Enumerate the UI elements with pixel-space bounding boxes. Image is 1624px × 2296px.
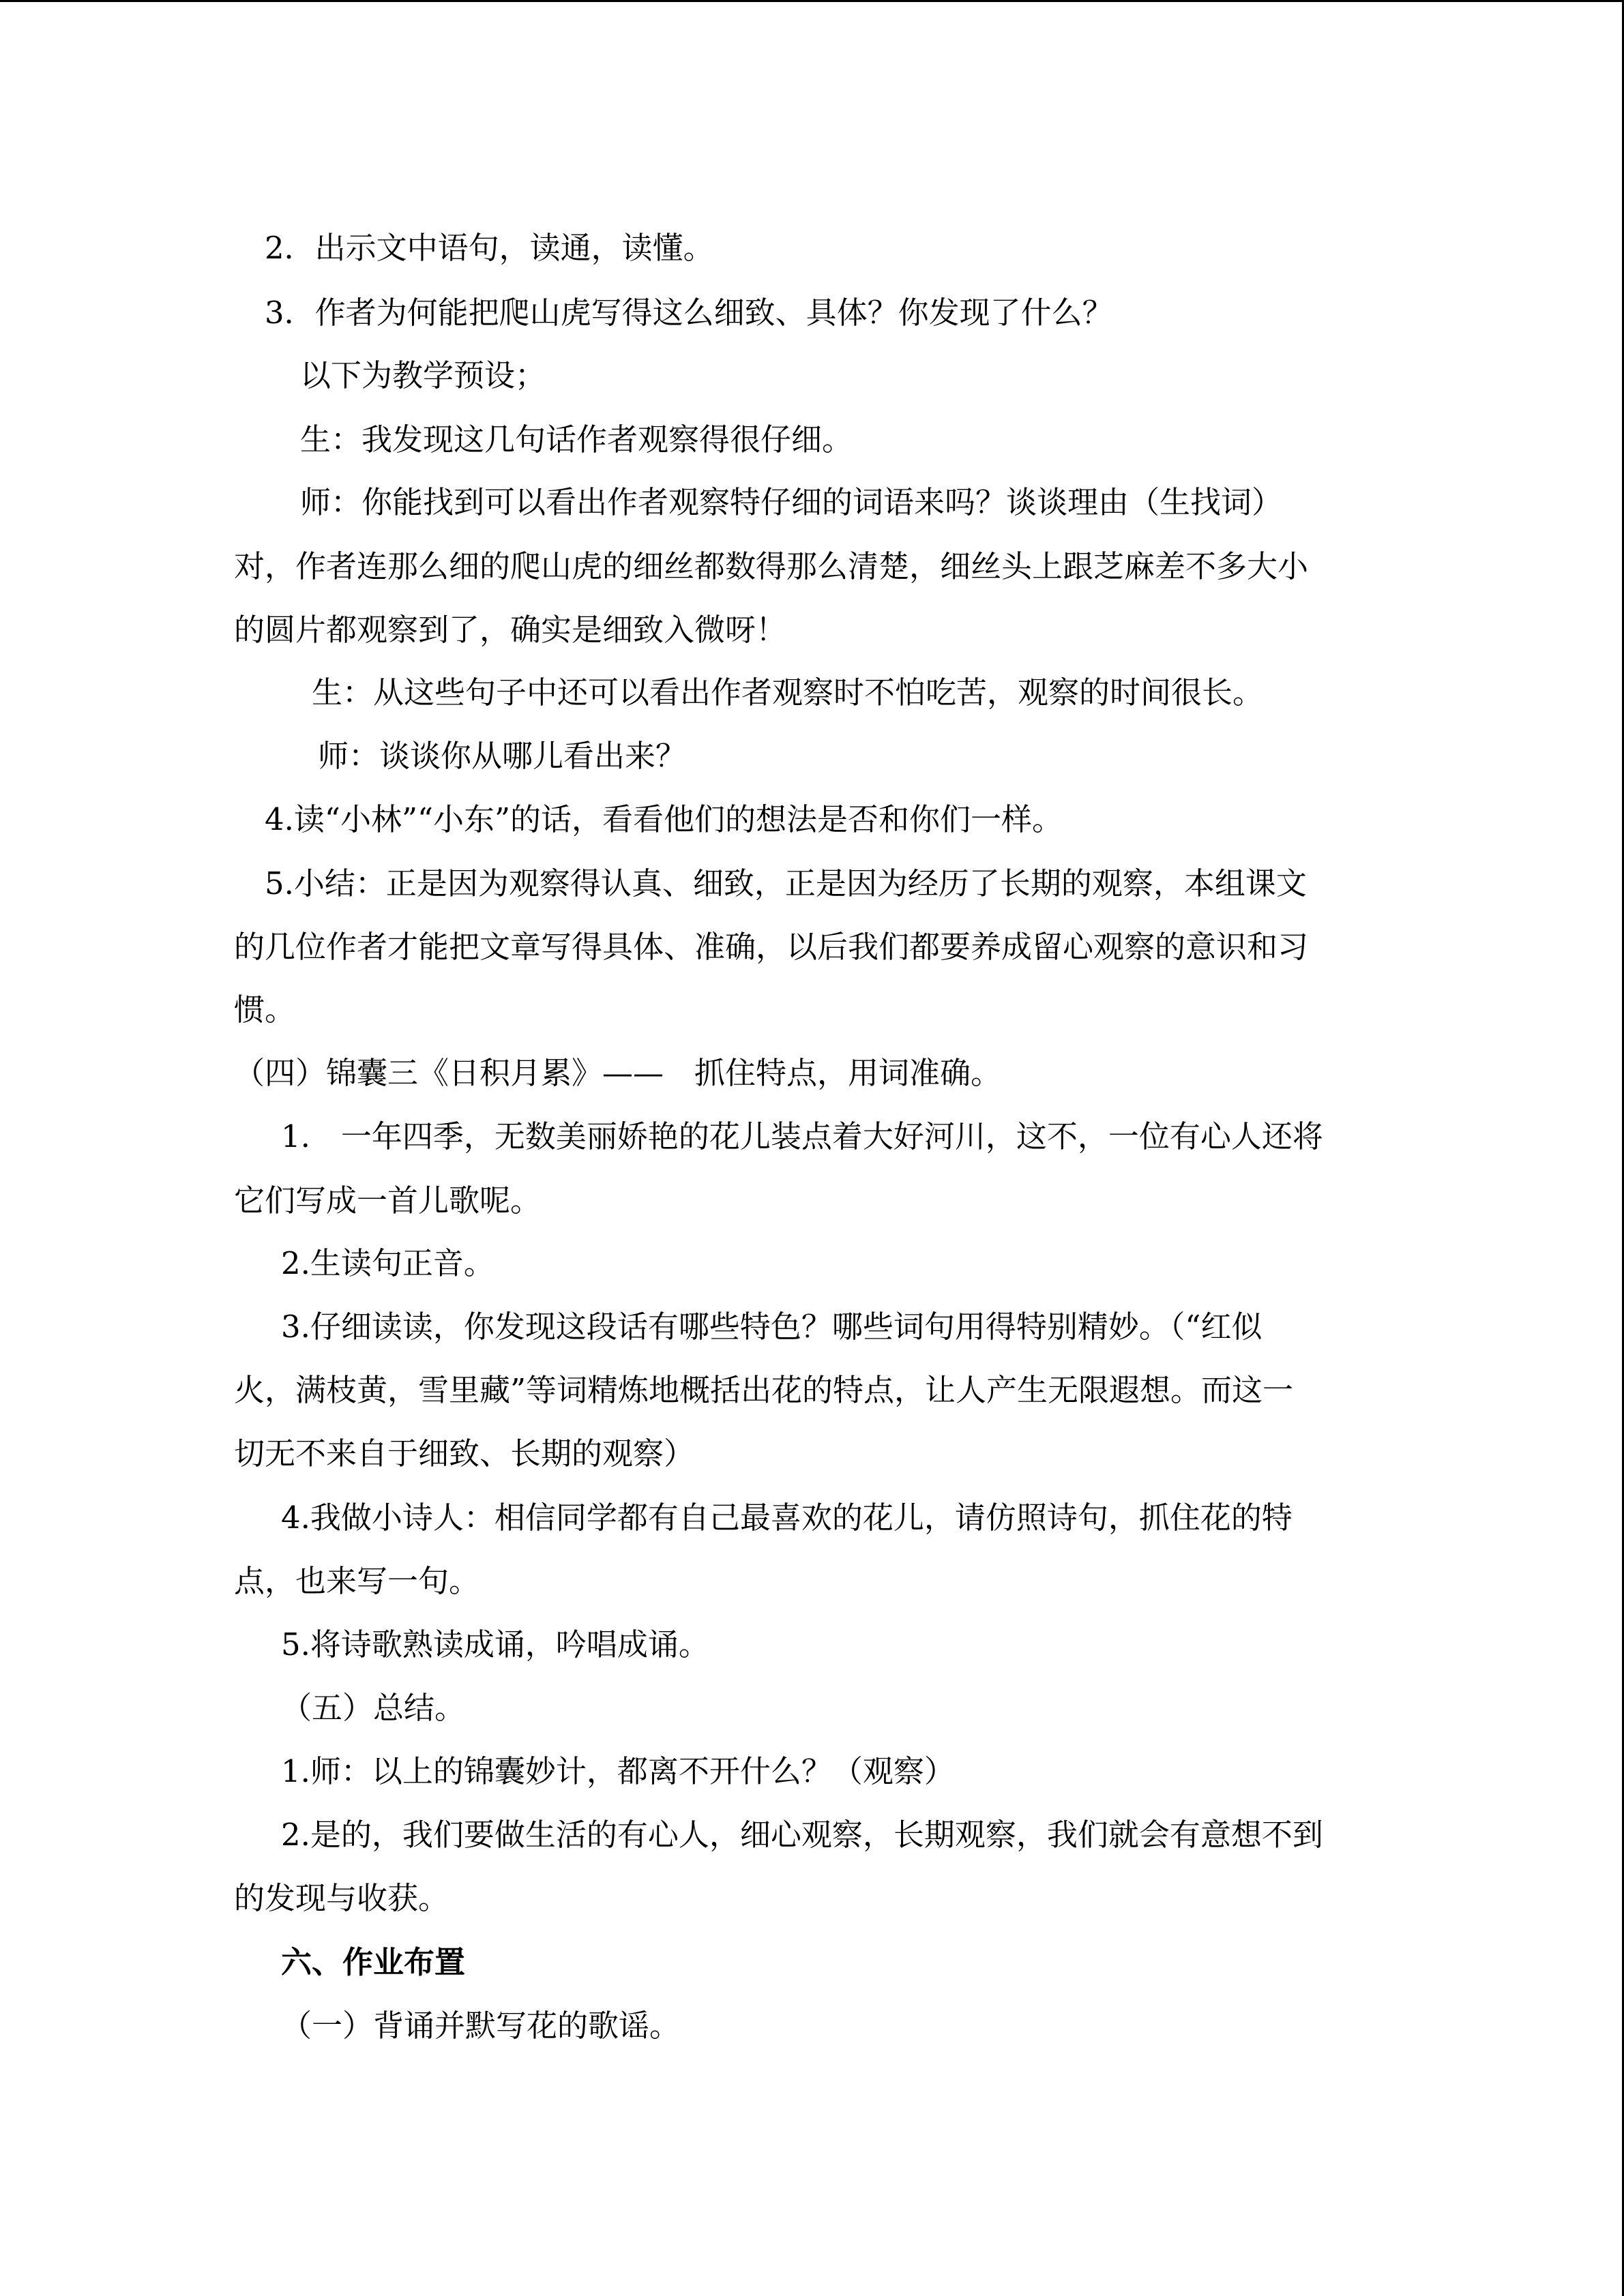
section-5-item-2-a: 2.是的，我们要做生活的有心人，细心观察，长期观察，我们就会有意想不到 — [281, 1817, 1323, 1853]
step-3-question-line: 3．作者为何能把爬山虎写得这么细致、具体？你发现了什么？ — [265, 295, 1113, 331]
section-4-item-3-c: 切无不来自于细致、长期的观察） — [234, 1435, 695, 1472]
teaching-preset-line: 以下为教学预设； — [300, 357, 546, 393]
section-5-heading: （五）总结。 — [281, 1690, 466, 1726]
section-4-item-3-a: 3.仔细读读，你发现这段话有哪些特色？哪些词句用得特别精妙。（“红似 — [281, 1309, 1263, 1345]
summary-line-3: 惯。 — [234, 992, 296, 1028]
section-4-item-2: 2.生读句正音。 — [281, 1245, 494, 1281]
section-4-item-1-a: 1. 一年四季，无数美丽娇艳的花儿装点着大好河川，这不，一位有心人还将 — [281, 1118, 1323, 1154]
section-4-item-4-a: 4.我做小诗人：相信同学都有自己最喜欢的花儿，请仿照诗句，抓住花的特 — [281, 1500, 1293, 1536]
student-line-2: 生：从这些句子中还可以看出作者观察时不怕吃苦，观察的时间很长。 — [312, 674, 1264, 711]
section-4-heading: （四）锦囊三《日积月累》—— 抓住特点，用词准确。 — [234, 1055, 1002, 1091]
teacher-line-1-cont-b: 的圆片都观察到了，确实是细致入微呀！ — [234, 612, 787, 648]
summary-line-1: 5.小结：正是因为观察得认真、细致，正是因为经历了长期的观察，本组课文 — [265, 865, 1307, 901]
teacher-line-2: 师：谈谈你从哪儿看出来？ — [318, 738, 687, 774]
section-4-item-3-b: 火，满枝黄，雪里藏”等词精炼地概括出花的特点，让人产生无限遐想。而这一 — [234, 1372, 1294, 1408]
section-4-item-4-b: 点，也来写一句。 — [234, 1563, 480, 1599]
step-4-line: 4.读“小林”“小东”的话，看看他们的想法是否和你们一样。 — [265, 801, 1063, 837]
section-4-item-1-b: 它们写成一首儿歌呢。 — [234, 1182, 542, 1219]
section-5-item-2-b: 的发现与收获。 — [234, 1880, 449, 1916]
homework-item-1: （一）背诵并默写花的歌谣。 — [281, 2008, 681, 2044]
teacher-line-1-cont-a: 对，作者连那么细的爬山虎的细丝都数得那么清楚，细丝头上跟芝麻差不多大小 — [234, 548, 1309, 584]
homework-heading: 六、作业布置 — [281, 1944, 466, 1980]
summary-line-2: 的几位作者才能把文章写得具体、准确，以后我们都要养成留心观察的意识和习 — [234, 929, 1309, 965]
step-2-line: 2．出示文中语句，读通，读懂。 — [265, 230, 714, 266]
section-5-item-1: 1.师：以上的锦囊妙计，都离不开什么？（观察） — [281, 1753, 955, 1789]
student-line-1: 生：我发现这几句话作者观察得很仔细。 — [300, 421, 853, 458]
teacher-line-1: 师：你能找到可以看出作者观察特仔细的词语来吗？谈谈理由（生找词） — [300, 484, 1283, 520]
section-4-item-5: 5.将诗歌熟读成诵，吟唱成诵。 — [281, 1626, 709, 1663]
